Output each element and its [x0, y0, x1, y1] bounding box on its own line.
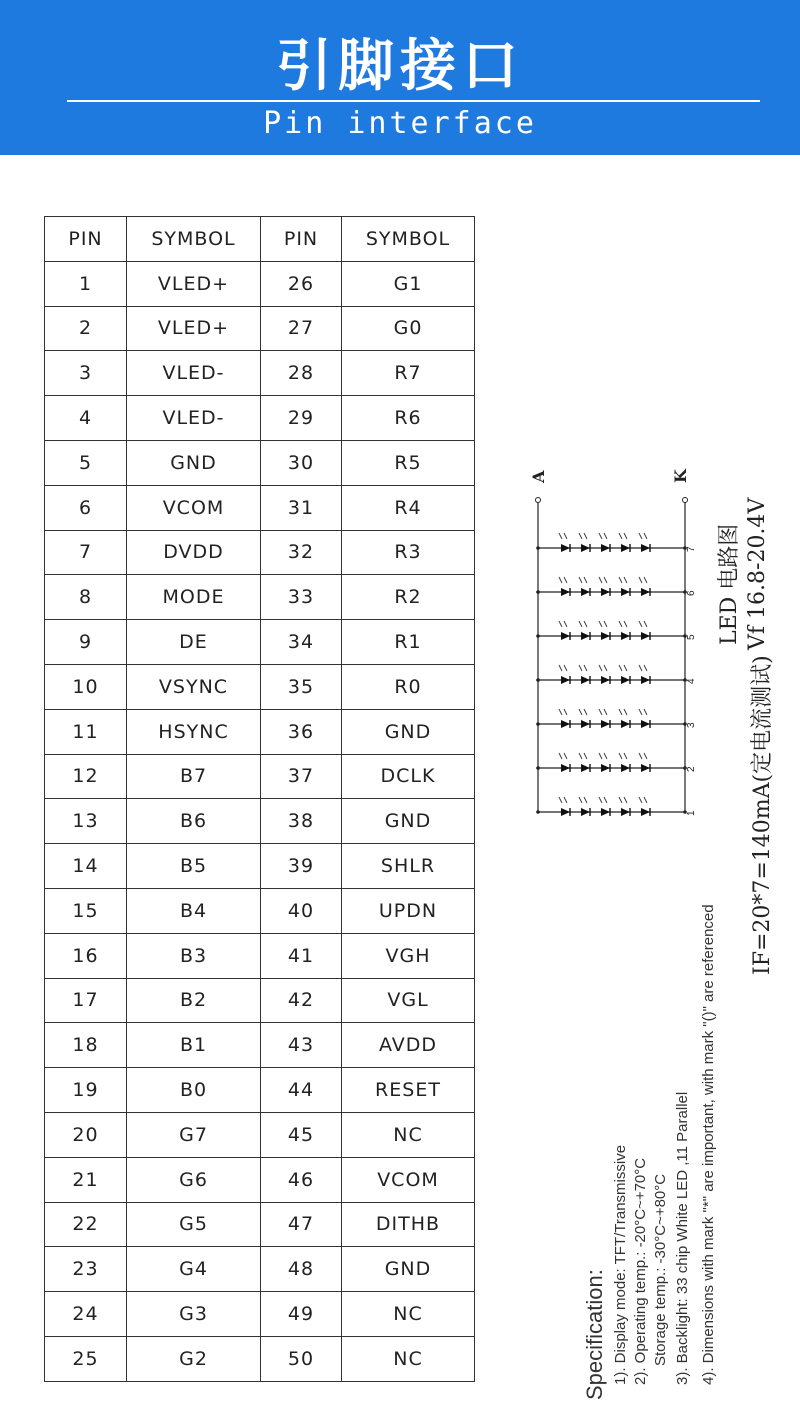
pin-symbol: G4 [127, 1247, 261, 1292]
spec-heading: Specification: [582, 1269, 607, 1400]
led-row-number: 2 [686, 766, 697, 772]
led-diode-icon [581, 764, 590, 772]
pin-number: 24 [45, 1292, 127, 1337]
pin-number: 38 [261, 799, 342, 844]
pin-symbol: MODE [127, 575, 261, 620]
pin-number: 4 [45, 396, 127, 441]
pin-number: 2 [45, 306, 127, 351]
pin-number: 21 [45, 1157, 127, 1202]
pin-number: 45 [261, 1112, 342, 1157]
pin-number: 15 [45, 888, 127, 933]
pin-symbol: B0 [127, 1068, 261, 1113]
led-diode-icon [581, 632, 590, 640]
pin-symbol: VLED- [127, 351, 261, 396]
table-row [45, 485, 475, 530]
light-emission-icon [639, 665, 647, 671]
led-diode-icon [561, 720, 570, 728]
light-emission-icon [619, 709, 627, 715]
led-diode-icon [621, 676, 630, 684]
pin-symbol: GND [342, 799, 475, 844]
pin-symbol: G5 [127, 1202, 261, 1247]
pin-symbol: G7 [127, 1112, 261, 1157]
pin-number: 19 [45, 1068, 127, 1113]
pin-symbol: VGL [342, 978, 475, 1023]
light-emission-icon [559, 709, 567, 715]
light-emission-icon [639, 797, 647, 803]
pin-symbol: DITHB [342, 1202, 475, 1247]
pin-table [44, 216, 475, 1382]
pin-symbol: DVDD [127, 530, 261, 575]
led-row-number: 3 [686, 722, 697, 728]
led-diode-icon [601, 808, 610, 816]
table-row [45, 1336, 475, 1381]
pin-number: 9 [45, 620, 127, 665]
header-symbol: SYMBOL [342, 217, 475, 262]
page-subtitle: Pin interface [263, 106, 537, 141]
pin-number: 12 [45, 754, 127, 799]
pin-number: 33 [261, 575, 342, 620]
table-row [45, 1202, 475, 1247]
table-row [45, 1247, 475, 1292]
led-row-number: 1 [686, 810, 697, 816]
pin-number: 17 [45, 978, 127, 1023]
pin-number: 22 [45, 1202, 127, 1247]
light-emission-icon [559, 797, 567, 803]
table-row [45, 1157, 475, 1202]
header-banner [0, 0, 800, 155]
led-row-number: 7 [686, 546, 697, 552]
pin-number: 31 [261, 485, 342, 530]
table-row [45, 888, 475, 933]
pin-symbol: R7 [342, 351, 475, 396]
led-voltage-label: Vf 16.8-20.4V [745, 497, 770, 650]
led-diode-icon [621, 632, 630, 640]
pin-number: 26 [261, 261, 342, 306]
led-diode-icon [561, 764, 570, 772]
pin-number: 20 [45, 1112, 127, 1157]
pin-symbol: NC [342, 1336, 475, 1381]
pin-number: 11 [45, 709, 127, 754]
table-row [45, 440, 475, 485]
pin-number: 35 [261, 664, 342, 709]
pin-number: 47 [261, 1202, 342, 1247]
pin-number: 36 [261, 709, 342, 754]
led-diode-icon [641, 764, 650, 772]
pin-symbol: B3 [127, 933, 261, 978]
led-diode-icon [621, 720, 630, 728]
header-pin: PIN [45, 217, 127, 262]
pin-number: 37 [261, 754, 342, 799]
header-divider [67, 100, 760, 102]
pin-number: 5 [45, 440, 127, 485]
light-emission-icon [559, 533, 567, 539]
table-row [45, 664, 475, 709]
pin-number: 50 [261, 1336, 342, 1381]
pin-number: 49 [261, 1292, 342, 1337]
table-row [45, 575, 475, 620]
pin-symbol: DCLK [342, 754, 475, 799]
light-emission-icon [599, 709, 607, 715]
pin-symbol: B4 [127, 888, 261, 933]
spec-line: 1). Display mode: TFT/Transmissive [612, 1144, 629, 1385]
led-diode-icon [641, 676, 650, 684]
light-emission-icon [599, 753, 607, 759]
pin-number: 16 [45, 933, 127, 978]
light-emission-icon [559, 665, 567, 671]
pin-number: 42 [261, 978, 342, 1023]
header-pin: PIN [261, 217, 342, 262]
pin-symbol: G3 [127, 1292, 261, 1337]
pin-symbol: NC [342, 1112, 475, 1157]
led-diode-icon [561, 588, 570, 596]
led-diode-icon [621, 764, 630, 772]
led-diode-icon [581, 588, 590, 596]
pin-symbol: G6 [127, 1157, 261, 1202]
led-diode-icon [561, 676, 570, 684]
light-emission-icon [599, 621, 607, 627]
pin-symbol: VCOM [342, 1157, 475, 1202]
anode-terminal [536, 498, 541, 503]
pin-symbol: G1 [342, 261, 475, 306]
cathode-terminal [683, 498, 688, 503]
light-emission-icon [639, 621, 647, 627]
table-row [45, 799, 475, 844]
pin-number: 39 [261, 844, 342, 889]
light-emission-icon [639, 709, 647, 715]
pin-symbol: GND [342, 1247, 475, 1292]
led-current-label: IF=20*7=140mA(定电流测试) [750, 655, 775, 975]
pin-number: 8 [45, 575, 127, 620]
junction-dot [536, 722, 540, 726]
light-emission-icon [579, 753, 587, 759]
pin-number: 1 [45, 261, 127, 306]
pin-symbol: B7 [127, 754, 261, 799]
pin-symbol: VCOM [127, 485, 261, 530]
pin-symbol: G0 [342, 306, 475, 351]
table-row [45, 620, 475, 665]
light-emission-icon [599, 577, 607, 583]
led-diode-icon [601, 764, 610, 772]
pin-number: 46 [261, 1157, 342, 1202]
pin-number: 44 [261, 1068, 342, 1113]
led-diode-icon [601, 720, 610, 728]
table-row [45, 709, 475, 754]
junction-dot [536, 810, 540, 814]
pin-symbol: R4 [342, 485, 475, 530]
led-diode-icon [641, 544, 650, 552]
pin-number: 3 [45, 351, 127, 396]
table-row [45, 351, 475, 396]
pin-symbol: AVDD [342, 1023, 475, 1068]
light-emission-icon [619, 665, 627, 671]
light-emission-icon [579, 709, 587, 715]
pin-number: 32 [261, 530, 342, 575]
led-diode-icon [581, 544, 590, 552]
pin-number: 28 [261, 351, 342, 396]
light-emission-icon [619, 621, 627, 627]
pin-number: 43 [261, 1023, 342, 1068]
junction-dot [536, 678, 540, 682]
pin-number: 30 [261, 440, 342, 485]
led-diode-icon [621, 808, 630, 816]
led-diode-icon [561, 544, 570, 552]
pin-symbol: NC [342, 1292, 475, 1337]
led-diode-icon [561, 808, 570, 816]
pin-symbol: R2 [342, 575, 475, 620]
pin-symbol: R3 [342, 530, 475, 575]
led-diode-icon [601, 544, 610, 552]
pin-table-header-row [45, 217, 475, 262]
led-diode-icon [641, 720, 650, 728]
anode-label: A [529, 470, 548, 483]
cathode-label: K [671, 469, 690, 483]
light-emission-icon [579, 577, 587, 583]
spec-line: 3). Backlight: 33 chip White LED ,11 Parallel [674, 1091, 691, 1385]
pin-symbol: B1 [127, 1023, 261, 1068]
table-row [45, 396, 475, 441]
led-diode-icon [621, 588, 630, 596]
led-diode-icon [601, 632, 610, 640]
light-emission-icon [559, 753, 567, 759]
pin-number: 6 [45, 485, 127, 530]
pin-number: 25 [45, 1336, 127, 1381]
light-emission-icon [619, 797, 627, 803]
led-diode-icon [561, 632, 570, 640]
table-row [45, 978, 475, 1023]
header-symbol: SYMBOL [127, 217, 261, 262]
pin-symbol: R1 [342, 620, 475, 665]
pin-symbol: GND [342, 709, 475, 754]
led-diode-icon [581, 808, 590, 816]
light-emission-icon [639, 577, 647, 583]
pin-number: 29 [261, 396, 342, 441]
pin-symbol: G2 [127, 1336, 261, 1381]
pin-symbol: DE [127, 620, 261, 665]
led-diode-icon [581, 676, 590, 684]
light-emission-icon [579, 533, 587, 539]
pin-symbol: B5 [127, 844, 261, 889]
pin-symbol: UPDN [342, 888, 475, 933]
led-diode-icon [621, 544, 630, 552]
pin-symbol: HSYNC [127, 709, 261, 754]
light-emission-icon [599, 533, 607, 539]
led-diode-icon [641, 632, 650, 640]
light-emission-icon [559, 621, 567, 627]
pin-number: 23 [45, 1247, 127, 1292]
pin-symbol: B2 [127, 978, 261, 1023]
pin-number: 7 [45, 530, 127, 575]
table-row [45, 1292, 475, 1337]
led-row-number: 4 [686, 678, 697, 684]
light-emission-icon [559, 577, 567, 583]
table-row [45, 1068, 475, 1113]
pin-number: 27 [261, 306, 342, 351]
pin-symbol: VLED+ [127, 261, 261, 306]
light-emission-icon [619, 753, 627, 759]
pin-symbol: VLED+ [127, 306, 261, 351]
table-row [45, 1023, 475, 1068]
table-row [45, 530, 475, 575]
pin-number: 14 [45, 844, 127, 889]
table-row [45, 844, 475, 889]
light-emission-icon [639, 753, 647, 759]
light-emission-icon [599, 665, 607, 671]
led-row-number: 5 [686, 634, 697, 640]
led-row-number: 6 [686, 590, 697, 596]
light-emission-icon [619, 533, 627, 539]
table-row [45, 1112, 475, 1157]
light-emission-icon [579, 621, 587, 627]
pin-symbol: R6 [342, 396, 475, 441]
pin-number: 34 [261, 620, 342, 665]
led-diode-icon [641, 808, 650, 816]
pin-symbol: VLED- [127, 396, 261, 441]
junction-dot [536, 546, 540, 550]
pin-symbol: SHLR [342, 844, 475, 889]
led-diode-icon [581, 720, 590, 728]
led-circuit-diagram [520, 455, 700, 835]
table-row [45, 306, 475, 351]
light-emission-icon [579, 797, 587, 803]
page-title: 引脚接口 [276, 34, 524, 99]
pin-number: 41 [261, 933, 342, 978]
pin-symbol: R5 [342, 440, 475, 485]
led-diode-icon [601, 588, 610, 596]
table-row [45, 754, 475, 799]
table-row [45, 933, 475, 978]
pin-symbol: VGH [342, 933, 475, 978]
pin-number: 10 [45, 664, 127, 709]
pin-symbol: VSYNC [127, 664, 261, 709]
pin-number: 18 [45, 1023, 127, 1068]
light-emission-icon [599, 797, 607, 803]
light-emission-icon [579, 665, 587, 671]
pin-symbol: R0 [342, 664, 475, 709]
table-row [45, 261, 475, 306]
spec-line: 2). Operating temp.: -20°C~+70°C [632, 1157, 649, 1385]
junction-dot [536, 766, 540, 770]
led-diagram-title: LED 电路图 [717, 523, 742, 645]
junction-dot [536, 590, 540, 594]
pin-symbol: GND [127, 440, 261, 485]
led-diode-icon [641, 588, 650, 596]
pin-symbol: RESET [342, 1068, 475, 1113]
spec-line: Storage temp.: -30°C~+80°C [652, 1173, 669, 1366]
pin-number: 13 [45, 799, 127, 844]
pin-number: 40 [261, 888, 342, 933]
junction-dot [536, 634, 540, 638]
light-emission-icon [619, 577, 627, 583]
spec-line: 4). Dimensions with mark "*" are important, with mark "()" are referenced [700, 904, 717, 1385]
pin-number: 48 [261, 1247, 342, 1292]
pin-symbol: B6 [127, 799, 261, 844]
light-emission-icon [639, 533, 647, 539]
led-diode-icon [601, 676, 610, 684]
